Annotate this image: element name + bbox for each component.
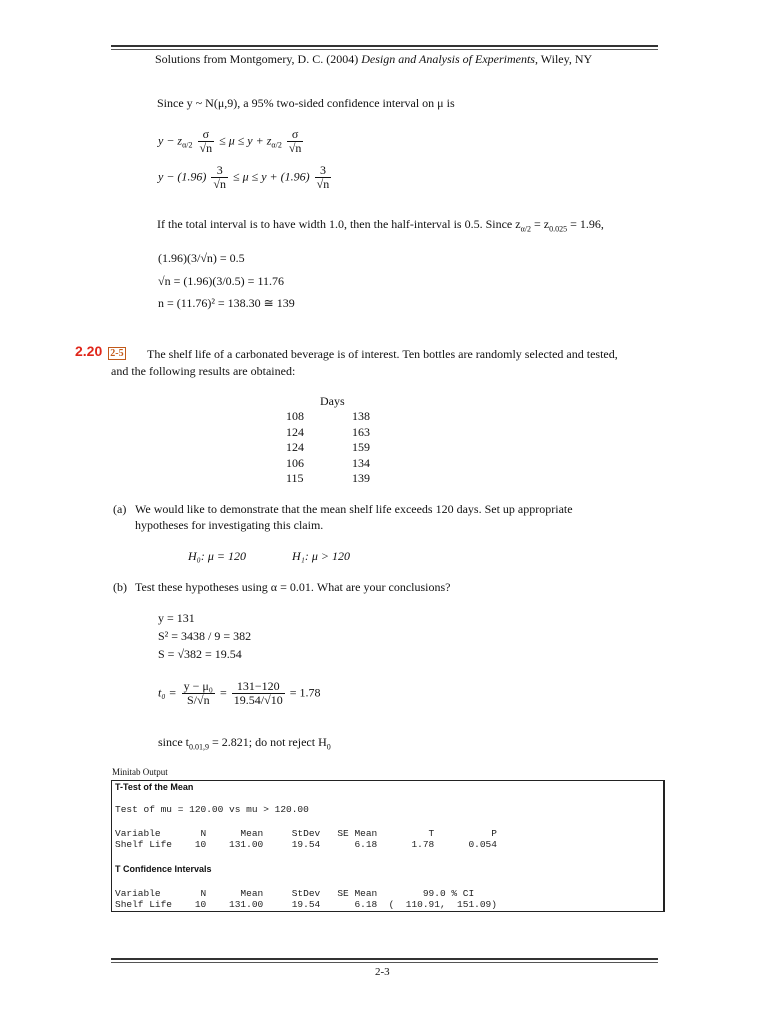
days-table-cell: 134 bbox=[352, 455, 370, 470]
t-frac-1: $\frac{\text{y − μ₀}}{S/√n}$ bbox=[183, 679, 213, 707]
problem-badge: 2-5 bbox=[110, 348, 124, 359]
footer-rule-bottom bbox=[111, 962, 658, 963]
days-table-row bbox=[286, 425, 382, 441]
days-table-cell: 115 bbox=[286, 471, 304, 486]
eq1-lhs: y − z bbox=[158, 133, 183, 148]
part-a-text-2: hypotheses for investigating this claim. bbox=[135, 518, 324, 532]
days-table-cell: 159 bbox=[352, 440, 370, 455]
eq2-lhs: y − (1.96) bbox=[158, 169, 207, 184]
days-table-cell: 124 bbox=[286, 424, 304, 439]
h1-hypothesis: H₁: μ > 120 bbox=[292, 549, 350, 563]
h0-hypothesis: H₀: μ = 120 bbox=[188, 549, 246, 563]
eq1-frac-2: $\frac{\sigma}{√n}$ bbox=[288, 127, 302, 155]
days-table-row bbox=[286, 471, 382, 487]
page-header bbox=[155, 52, 592, 67]
minitab-title-ci: T Confidence Intervals bbox=[115, 864, 212, 874]
problem-text-1: The shelf life of a carbonated beverage is of interest. Ten bottles are randomly selected and tested, bbox=[147, 347, 618, 361]
part-b-label: (b) bbox=[113, 580, 127, 594]
width-text: If the total interval is to have width 1.0, then the half-interval is 0.5. Since $z_{\alpha/2} = z_{0.025} = 1.96$, bbox=[157, 217, 604, 234]
eq2-frac-2: $\frac{3}{√n}$ bbox=[316, 163, 330, 191]
part-a-text-1: We would like to demonstrate that the mean shelf life exceeds 120 days. Set up appropriate bbox=[135, 502, 573, 516]
minitab-output-box bbox=[111, 780, 665, 912]
days-header: Days bbox=[320, 394, 345, 408]
ci-equation-1 bbox=[158, 128, 305, 155]
footer-rule-top bbox=[111, 958, 658, 960]
days-table-cell: 139 bbox=[352, 471, 370, 486]
calc-line-1: (1.96)(3/√n) = 0.5 bbox=[158, 251, 245, 265]
calc-line-2: √n = (1.96)(3/0.5) = 11.76 bbox=[158, 274, 284, 288]
days-table-cell: 124 bbox=[286, 440, 304, 455]
ybar-value: y = 131 bbox=[158, 611, 195, 625]
page-number: 2-3 bbox=[375, 966, 390, 978]
days-table-cell: 163 bbox=[352, 424, 370, 439]
minitab-header-2: Variable N Mean StDev SE Mean 99.0 % CI bbox=[115, 888, 475, 899]
eq2-mid: ≤ μ ≤ y + (1.96) bbox=[233, 169, 310, 184]
s-value: S = √382 = 19.54 bbox=[158, 647, 242, 661]
problem-number: 2.20 bbox=[75, 343, 103, 359]
minitab-label: Minitab Output bbox=[112, 767, 168, 777]
header-prefix: Solutions from Montgomery, D. C. (2004) bbox=[155, 52, 362, 66]
conclusion-text: since $t_{0.01,9} = 2.821$; do not reject $H_0$ bbox=[158, 735, 331, 752]
eq1-mid: ≤ μ ≤ y + z bbox=[219, 133, 272, 148]
header-rule-bottom bbox=[111, 49, 658, 50]
problem-heading bbox=[75, 343, 126, 360]
days-table-row bbox=[286, 456, 382, 472]
ci-equation-2 bbox=[158, 164, 333, 191]
header-rule-top bbox=[111, 45, 658, 47]
eq2-frac-1: $\frac{3}{√n}$ bbox=[213, 163, 227, 191]
minitab-row-2: Shelf Life 10 131.00 19.54 6.18 ( 110.91, 151.09) bbox=[115, 899, 497, 910]
s2-value: S² = 3438 / 9 = 382 bbox=[158, 629, 252, 643]
minitab-title-ttest: T-Test of the Mean bbox=[115, 782, 194, 792]
days-table-cell: 106 bbox=[286, 455, 304, 470]
calc-line-3: n = (11.76)² = 138.30 ≅ 139 bbox=[158, 296, 295, 310]
t-frac-2: $\frac{131-120}{19.54/√10}$ bbox=[233, 679, 283, 707]
intro-text: Since y ~ N(μ,9), a 95% two-sided confidence interval on μ is bbox=[157, 96, 455, 110]
part-b-text: Test these hypotheses using α = 0.01. What are your conclusions? bbox=[135, 580, 451, 594]
minitab-row-1: Shelf Life 10 131.00 19.54 6.18 1.78 0.054 bbox=[115, 839, 497, 850]
days-table-cell: 108 bbox=[286, 409, 304, 424]
eq1-frac-1: $\frac{\sigma}{√n}$ bbox=[199, 127, 213, 155]
t-statistic: t₀ = $\frac{\text{y − μ₀}}{S/√n}$ = $\frac{131-120}{19.54/√10}$ = 1.78 bbox=[158, 679, 321, 707]
days-table-cell: 138 bbox=[352, 409, 370, 424]
days-table-row bbox=[286, 409, 382, 425]
days-table-row bbox=[286, 440, 382, 456]
days-table bbox=[286, 409, 382, 487]
eq1-sub-2: α/2 bbox=[271, 140, 282, 150]
header-suffix: , Wiley, NY bbox=[534, 52, 593, 66]
part-a-label: (a) bbox=[113, 502, 127, 516]
minitab-header-1: Variable N Mean StDev SE Mean T P bbox=[115, 828, 497, 839]
minitab-test-line: Test of mu = 120.00 vs mu > 120.00 bbox=[115, 804, 309, 815]
header-book-title: Design and Analysis of Experiments bbox=[361, 52, 535, 66]
problem-text-2: and the following results are obtained: bbox=[111, 364, 296, 378]
eq1-sub-1: α/2 bbox=[182, 140, 193, 150]
